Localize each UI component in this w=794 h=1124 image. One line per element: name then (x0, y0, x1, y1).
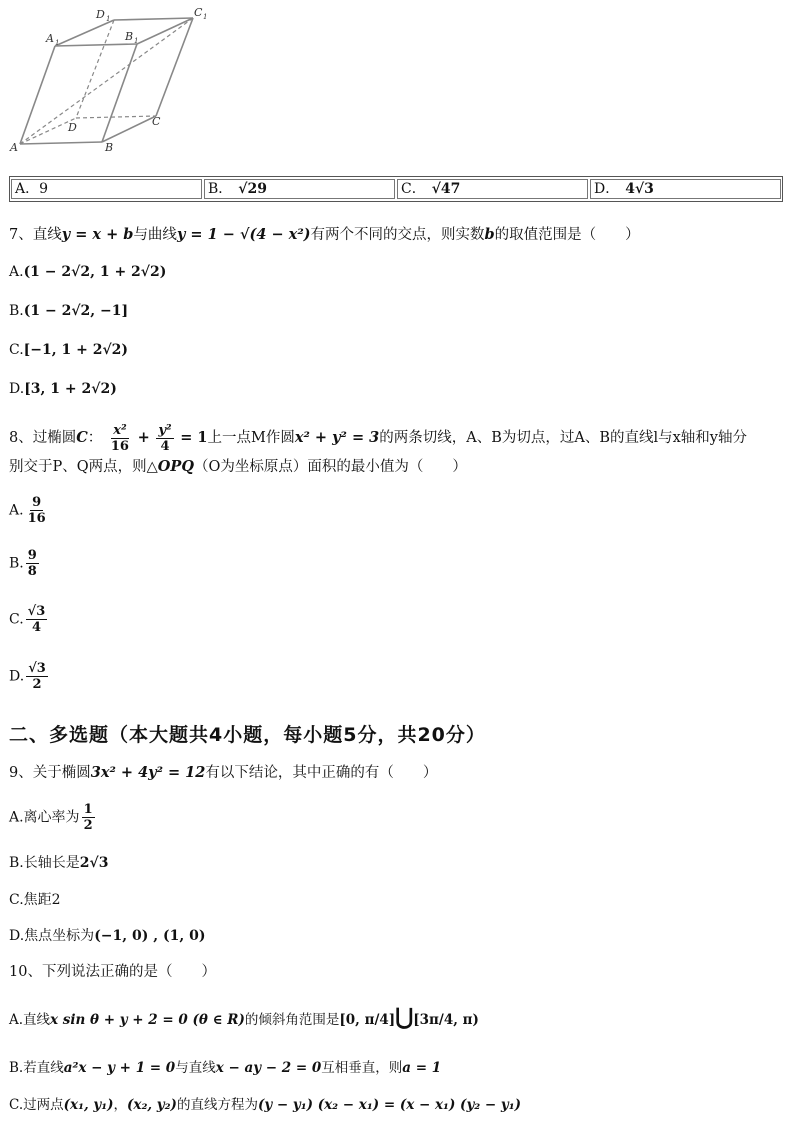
q8-option-b[interactable]: B. $\frac{9}{8}$ (9, 548, 37, 579)
q8-option-c[interactable]: C. $\frac{√3}{4}$ (9, 604, 46, 635)
q10-option-a[interactable]: A.直线x sin θ + y + 2 = 0 (θ ∈ R)的倾斜角范围是[0, π/4]⋃[3π/4, π) (9, 1004, 479, 1030)
q10-stem: 10、下列说法正确的是（ ） (9, 964, 216, 980)
q9-option-d[interactable]: D.焦点坐标为(−1, 0) , (1, 0) (9, 928, 206, 944)
q9-option-b[interactable]: B.长轴长是2√3 (9, 855, 109, 871)
svg-text:1: 1 (106, 15, 111, 23)
label-A1: A (46, 32, 54, 45)
q10-option-b[interactable]: B.若直线a²x − y + 1 = 0与直线x − ay − 2 = 0互相垂直，则a = 1 (9, 1060, 442, 1076)
parallelepiped-figure (8, 4, 218, 154)
q9-stem: 9、关于椭圆3x² + 4y² = 12有以下结论，其中正确的有（ ） (9, 764, 438, 781)
q6-option-a[interactable]: A． 9 (11, 179, 202, 199)
q9-option-a[interactable]: A.离心率为 $\frac{1}{2}$ (9, 802, 93, 833)
q10-option-c[interactable]: C.过两点(x₁, y₁)，(x₂, y₂)的直线方程为(y − y₁) (x₂ − x₁) = (x − x₁) (y₂ − y₁) (9, 1097, 522, 1113)
label-D1: D (96, 8, 105, 21)
svg-text:1: 1 (203, 13, 208, 21)
q8-stem-line1: 8、过椭圆C： $\frac{\text{x²}}{16}$ + $\frac{\text{y²}}{4}$ = 1上一点M作圆x² + y² = 3的两条切线，A、B为切点，过A、B的直线l与x轴和y轴分 (9, 422, 747, 454)
q9-option-c[interactable]: C.焦距2 (9, 892, 61, 908)
q6-options-table (9, 176, 783, 202)
q7-option-d[interactable]: D.[3, 1 + 2√2) (9, 381, 117, 397)
q7-stem: 7、直线y = x + b与曲线y = 1 − √(4 − x²)有两个不同的交点，则实数b的取值范围是（ ） (9, 226, 640, 243)
svg-text:1: 1 (134, 37, 139, 45)
q7-option-b[interactable]: B.(1 − 2√2, −1] (9, 303, 129, 319)
q6-option-c[interactable]: C． √47 (397, 179, 588, 199)
label-D: D (68, 121, 77, 134)
svg-text:1: 1 (55, 39, 60, 47)
label-C1: C (194, 6, 203, 19)
q6-option-b[interactable]: B． √29 (204, 179, 395, 199)
q8-stem-line2: 别交于P、Q两点，则△OPQ（O为坐标原点）面积的最小值为（ ） (9, 458, 467, 475)
q8-option-a[interactable]: A. $\frac{9}{16}$ (9, 495, 46, 526)
section-heading: 二、多选题（本大题共4小题，每小题5分，共20分） (9, 724, 486, 746)
label-B: B (105, 141, 114, 154)
q7-option-a[interactable]: A.(1 − 2√2, 1 + 2√2) (9, 264, 167, 280)
label-C: C (152, 115, 161, 128)
q7-option-c[interactable]: C.[−1, 1 + 2√2) (9, 342, 129, 358)
q8-option-d[interactable]: D. $\frac{√3}{2}$ (9, 661, 46, 692)
q6-option-d[interactable]: D． 4√3 (590, 179, 781, 199)
label-B1: B (125, 30, 134, 43)
label-A: A (10, 141, 18, 154)
